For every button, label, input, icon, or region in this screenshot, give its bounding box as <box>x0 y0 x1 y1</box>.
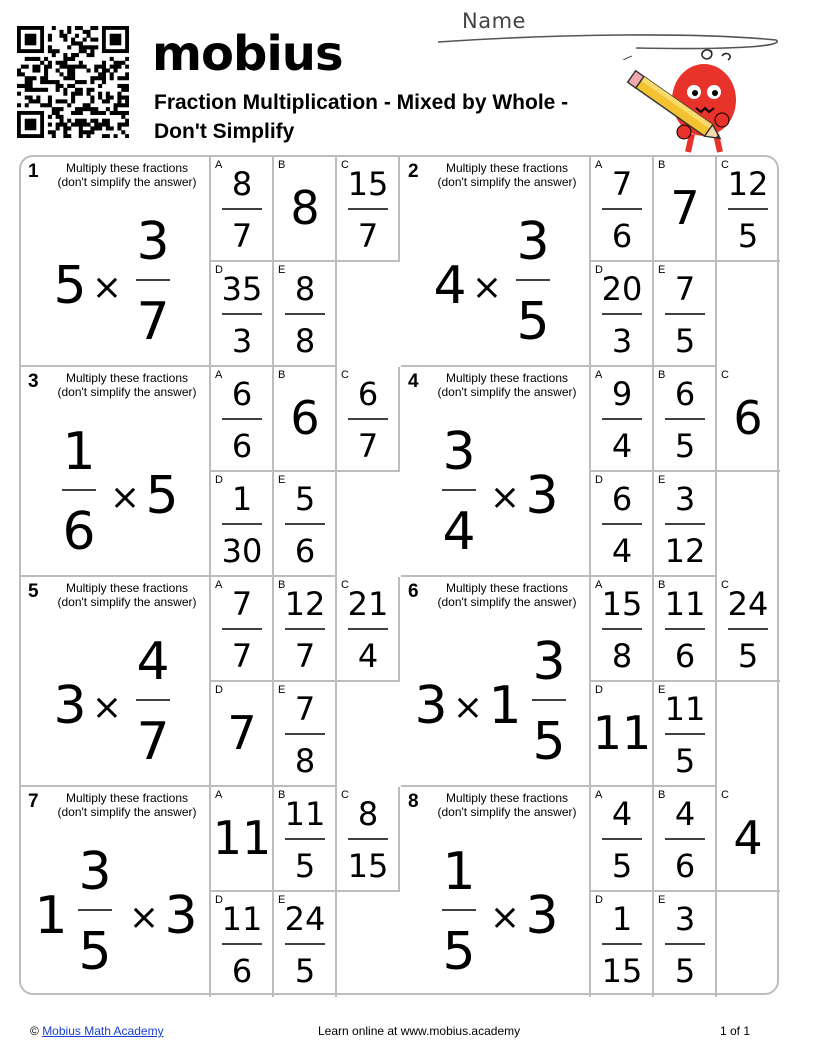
numerator: 1 <box>231 480 253 518</box>
problem-number: 8 <box>408 791 419 812</box>
numerator: 3 <box>78 842 112 902</box>
denominator: 12 <box>664 532 706 570</box>
answer-option-d[interactable] <box>211 892 274 997</box>
answer-value <box>337 367 400 472</box>
denominator: 5 <box>674 742 696 780</box>
answer-value <box>591 577 654 682</box>
denominator: 15 <box>347 847 389 885</box>
problem-prompt <box>401 577 591 787</box>
answer-value <box>274 262 337 367</box>
answer-value <box>591 892 654 997</box>
whole-number: 3 <box>414 676 448 736</box>
numerator: 21 <box>347 585 389 623</box>
answer-letter: B <box>278 159 286 171</box>
problem-6 <box>401 577 781 787</box>
instruction-text: Multiply these fractions (don't simplify the answer) <box>437 371 577 399</box>
whole-number: 3 <box>164 886 198 946</box>
numerator: 6 <box>611 480 633 518</box>
answer-option-c[interactable] <box>717 577 780 682</box>
numerator: 12 <box>727 165 769 203</box>
instruction-text: Multiply these fractions (don't simplify the answer) <box>57 371 197 399</box>
answer-whole: 6 <box>733 391 763 445</box>
answer-option-d[interactable] <box>591 892 654 997</box>
answer-option-c[interactable] <box>717 787 780 892</box>
copyright-symbol: © <box>30 1024 39 1038</box>
answer-option-e[interactable] <box>274 682 337 787</box>
answer-value <box>211 892 274 997</box>
numerator: 24 <box>284 900 326 938</box>
denominator: 6 <box>62 502 96 562</box>
instruction-text: Multiply these fractions (don't simplify the answer) <box>57 161 197 189</box>
numerator: 7 <box>294 690 316 728</box>
answer-value <box>717 577 780 682</box>
answer-letter: A <box>215 579 223 591</box>
answer-option-b[interactable] <box>274 577 337 682</box>
answer-value <box>717 157 780 262</box>
answer-letter: B <box>278 789 286 801</box>
problem-number: 1 <box>28 161 39 182</box>
whole-number: 3 <box>525 466 559 526</box>
denominator: 7 <box>357 217 379 255</box>
instruction-text: Multiply these fractions (don't simplify the answer) <box>437 581 577 609</box>
denominator: 5 <box>516 292 550 352</box>
denominator: 4 <box>357 637 379 675</box>
answer-option-b[interactable] <box>274 787 337 892</box>
numerator: 8 <box>231 165 253 203</box>
answer-value <box>274 682 337 787</box>
answer-letter: B <box>658 159 666 171</box>
denominator: 7 <box>294 637 316 675</box>
math-expression <box>21 413 211 573</box>
title-line-1: Fraction Multiplication - Mixed by Whole - <box>154 91 569 114</box>
numerator: 11 <box>664 690 706 728</box>
denominator: 5 <box>78 922 112 982</box>
numerator: 6 <box>674 375 696 413</box>
answer-letter: C <box>341 369 349 381</box>
answer-letter: D <box>595 264 603 276</box>
answer-option-b[interactable] <box>654 157 717 262</box>
problem-prompt <box>21 787 211 997</box>
answer-option-c[interactable] <box>337 787 400 892</box>
times-sign: × <box>471 267 503 308</box>
answer-letter: E <box>278 474 286 486</box>
answer-value <box>654 262 717 367</box>
footer-copyright <box>30 1024 164 1038</box>
denominator: 5 <box>674 427 696 465</box>
logo-text: mobius <box>152 26 343 82</box>
answer-letter: E <box>658 474 666 486</box>
answer-option-a[interactable] <box>591 787 654 892</box>
numerator: 11 <box>221 900 263 938</box>
answer-option-c[interactable] <box>337 157 400 262</box>
answer-option-d[interactable] <box>591 682 654 787</box>
answer-letter: E <box>278 684 286 696</box>
answer-whole: 4 <box>733 811 763 865</box>
math-expression <box>21 623 211 783</box>
answer-option-b[interactable] <box>274 157 337 262</box>
denominator: 5 <box>674 322 696 360</box>
answer-value <box>717 787 780 892</box>
answer-letter: D <box>595 684 603 696</box>
answer-value <box>274 157 337 262</box>
answer-value <box>211 367 274 472</box>
times-sign: × <box>489 897 521 938</box>
denominator: 30 <box>221 532 263 570</box>
numerator: 3 <box>136 212 170 272</box>
whole-number: 3 <box>525 886 559 946</box>
qr-code <box>17 26 129 138</box>
denominator: 3 <box>611 322 633 360</box>
answer-letter: D <box>595 474 603 486</box>
denominator: 7 <box>231 217 253 255</box>
worksheet-title <box>154 88 654 146</box>
denominator: 7 <box>357 427 379 465</box>
numerator: 35 <box>221 270 263 308</box>
numerator: 3 <box>516 212 550 272</box>
answer-value <box>211 787 274 892</box>
whole-number: 5 <box>145 466 179 526</box>
answer-value <box>211 577 274 682</box>
numerator: 4 <box>611 795 633 833</box>
numerator: 4 <box>674 795 696 833</box>
instruction-text: Multiply these fractions (don't simplify the answer) <box>57 581 197 609</box>
answer-value <box>211 262 274 367</box>
answer-value <box>274 577 337 682</box>
denominator: 5 <box>674 952 696 990</box>
answer-whole: 11 <box>592 706 652 760</box>
denominator: 3 <box>231 322 253 360</box>
answer-option-b[interactable] <box>274 367 337 472</box>
times-sign: × <box>489 477 521 518</box>
answer-letter: E <box>658 894 666 906</box>
denominator: 5 <box>737 217 759 255</box>
answer-value <box>591 682 654 787</box>
numerator: 12 <box>284 585 326 623</box>
numerator: 15 <box>601 585 643 623</box>
answer-option-b[interactable] <box>654 787 717 892</box>
denominator: 6 <box>674 637 696 675</box>
answer-letter: E <box>658 264 666 276</box>
answer-letter: D <box>595 894 603 906</box>
answer-letter: C <box>721 789 729 801</box>
answer-letter: B <box>658 369 666 381</box>
whole-number: 5 <box>53 256 87 316</box>
answer-letter: C <box>341 789 349 801</box>
answer-option-b[interactable] <box>654 577 717 682</box>
answer-value <box>654 157 717 262</box>
denominator: 5 <box>532 712 566 772</box>
answer-option-e[interactable] <box>274 262 337 367</box>
numerator: 7 <box>674 270 696 308</box>
denominator: 7 <box>136 292 170 352</box>
problem-5 <box>21 577 401 787</box>
answer-option-d[interactable] <box>211 472 274 577</box>
denominator: 5 <box>294 952 316 990</box>
answer-letter: A <box>595 369 603 381</box>
answer-letter: E <box>278 264 286 276</box>
answer-value <box>274 892 337 997</box>
answer-letter: A <box>595 159 603 171</box>
problem-number: 4 <box>408 371 419 392</box>
problem-number: 7 <box>28 791 39 812</box>
answer-letter: A <box>215 159 223 171</box>
answer-option-c[interactable] <box>717 157 780 262</box>
answer-value <box>654 367 717 472</box>
answer-value <box>337 577 400 682</box>
denominator: 15 <box>601 952 643 990</box>
problem-prompt <box>21 577 211 787</box>
denominator: 4 <box>611 532 633 570</box>
answer-option-e[interactable] <box>274 472 337 577</box>
numerator: 24 <box>727 585 769 623</box>
math-expression <box>401 203 591 363</box>
mixed-whole: 1 <box>34 886 68 946</box>
denominator: 6 <box>294 532 316 570</box>
times-sign: × <box>452 687 484 728</box>
footer-page-number: 1 of 1 <box>720 1024 751 1038</box>
answer-value <box>274 472 337 577</box>
answer-value <box>654 577 717 682</box>
answer-option-c[interactable] <box>337 367 400 472</box>
problem-grid <box>19 155 779 995</box>
answer-letter: E <box>278 894 286 906</box>
numerator: 8 <box>294 270 316 308</box>
instruction-text: Multiply these fractions (don't simplify the answer) <box>57 791 197 819</box>
answer-letter: A <box>215 789 223 801</box>
numerator: 3 <box>674 900 696 938</box>
mascot-pencil-character <box>612 46 742 158</box>
answer-option-e[interactable] <box>274 892 337 997</box>
denominator: 4 <box>442 502 476 562</box>
numerator: 4 <box>136 632 170 692</box>
numerator: 1 <box>611 900 633 938</box>
problem-7 <box>21 787 401 997</box>
answer-value <box>654 682 717 787</box>
answer-option-b[interactable] <box>654 367 717 472</box>
numerator: 3 <box>674 480 696 518</box>
numerator: 7 <box>231 585 253 623</box>
answer-value <box>274 787 337 892</box>
denominator: 5 <box>737 637 759 675</box>
answer-letter: A <box>595 789 603 801</box>
instruction-text: Multiply these fractions (don't simplify the answer) <box>437 161 577 189</box>
math-expression <box>401 623 591 783</box>
answer-option-e[interactable] <box>654 682 717 787</box>
numerator: 9 <box>611 375 633 413</box>
math-expression <box>21 203 211 363</box>
numerator: 6 <box>357 375 379 413</box>
answer-option-a[interactable] <box>211 367 274 472</box>
whole-number: 3 <box>53 676 87 736</box>
math-expression <box>401 833 591 993</box>
answer-letter: D <box>215 684 223 696</box>
problem-prompt <box>21 157 211 367</box>
problem-prompt <box>401 157 591 367</box>
answer-whole: 6 <box>290 391 320 445</box>
problem-prompt <box>401 787 591 997</box>
answer-whole: 7 <box>227 706 257 760</box>
answer-option-a[interactable] <box>591 157 654 262</box>
answer-whole: 7 <box>670 181 700 235</box>
answer-option-a[interactable] <box>591 367 654 472</box>
denominator: 7 <box>136 712 170 772</box>
problem-number: 6 <box>408 581 419 602</box>
answer-letter: B <box>658 789 666 801</box>
problem-number: 2 <box>408 161 419 182</box>
answer-value <box>211 157 274 262</box>
numerator: 11 <box>284 795 326 833</box>
answer-value <box>591 157 654 262</box>
problem-4 <box>401 367 781 577</box>
numerator: 6 <box>231 375 253 413</box>
answer-value <box>591 472 654 577</box>
answer-value <box>591 367 654 472</box>
times-sign: × <box>91 687 123 728</box>
times-sign: × <box>109 477 141 518</box>
denominator: 6 <box>611 217 633 255</box>
numerator: 7 <box>611 165 633 203</box>
name-label: Name <box>462 9 526 33</box>
footer-learn-online: Learn online at www.mobius.academy <box>318 1024 521 1038</box>
problem-prompt <box>21 367 211 577</box>
whole-number: 4 <box>433 256 467 316</box>
answer-value <box>274 367 337 472</box>
numerator: 3 <box>532 632 566 692</box>
mobius-logo <box>152 26 343 82</box>
answer-letter: D <box>215 474 223 486</box>
denominator: 5 <box>611 847 633 885</box>
denominator: 5 <box>294 847 316 885</box>
mixed-whole: 1 <box>488 676 522 736</box>
answer-value <box>654 787 717 892</box>
answer-option-d[interactable] <box>591 262 654 367</box>
denominator: 6 <box>231 427 253 465</box>
answer-letter: C <box>341 159 349 171</box>
numerator: 3 <box>442 422 476 482</box>
answer-option-e[interactable] <box>654 262 717 367</box>
answer-letter: D <box>215 894 223 906</box>
problem-8 <box>401 787 781 997</box>
answer-value <box>211 472 274 577</box>
answer-whole: 8 <box>290 181 320 235</box>
answer-letter: E <box>658 684 666 696</box>
answer-value <box>211 682 274 787</box>
problem-1 <box>21 157 401 367</box>
answer-letter: C <box>721 159 729 171</box>
math-expression <box>401 413 591 573</box>
denominator: 7 <box>231 637 253 675</box>
instruction-text: Multiply these fractions (don't simplify the answer) <box>437 791 577 819</box>
answer-option-c[interactable] <box>717 367 780 472</box>
denominator: 4 <box>611 427 633 465</box>
answer-option-a[interactable] <box>211 787 274 892</box>
denominator: 8 <box>294 322 316 360</box>
answer-letter: C <box>721 369 729 381</box>
answer-option-c[interactable] <box>337 577 400 682</box>
answer-whole: 11 <box>212 811 272 865</box>
numerator: 5 <box>294 480 316 518</box>
numerator: 1 <box>442 842 476 902</box>
times-sign: × <box>91 267 123 308</box>
answer-option-a[interactable] <box>211 157 274 262</box>
answer-value <box>591 262 654 367</box>
academy-link[interactable]: Mobius Math Academy <box>42 1024 164 1038</box>
problem-prompt <box>401 367 591 577</box>
answer-value <box>717 367 780 472</box>
numerator: 8 <box>357 795 379 833</box>
answer-value <box>654 892 717 997</box>
answer-letter: B <box>658 579 666 591</box>
answer-letter: B <box>278 579 286 591</box>
problem-2 <box>401 157 781 367</box>
answer-value <box>337 787 400 892</box>
numerator: 15 <box>347 165 389 203</box>
denominator: 6 <box>231 952 253 990</box>
answer-option-d[interactable] <box>211 262 274 367</box>
problem-number: 3 <box>28 371 39 392</box>
problem-number: 5 <box>28 581 39 602</box>
numerator: 11 <box>664 585 706 623</box>
answer-letter: C <box>341 579 349 591</box>
answer-letter: D <box>215 264 223 276</box>
denominator: 5 <box>442 922 476 982</box>
answer-option-e[interactable] <box>654 892 717 997</box>
answer-value <box>654 472 717 577</box>
denominator: 8 <box>611 637 633 675</box>
answer-letter: A <box>595 579 603 591</box>
answer-value <box>337 157 400 262</box>
answer-letter: B <box>278 369 286 381</box>
answer-value <box>591 787 654 892</box>
title-line-2: Don't Simplify <box>154 120 295 143</box>
answer-option-d[interactable] <box>591 472 654 577</box>
problem-3 <box>21 367 401 577</box>
answer-letter: A <box>215 369 223 381</box>
answer-letter: C <box>721 579 729 591</box>
denominator: 8 <box>294 742 316 780</box>
times-sign: × <box>128 897 160 938</box>
answer-option-a[interactable] <box>591 577 654 682</box>
answer-option-a[interactable] <box>211 577 274 682</box>
answer-option-d[interactable] <box>211 682 274 787</box>
numerator: 1 <box>62 422 96 482</box>
answer-option-e[interactable] <box>654 472 717 577</box>
math-expression <box>21 833 211 993</box>
denominator: 6 <box>674 847 696 885</box>
numerator: 20 <box>601 270 643 308</box>
